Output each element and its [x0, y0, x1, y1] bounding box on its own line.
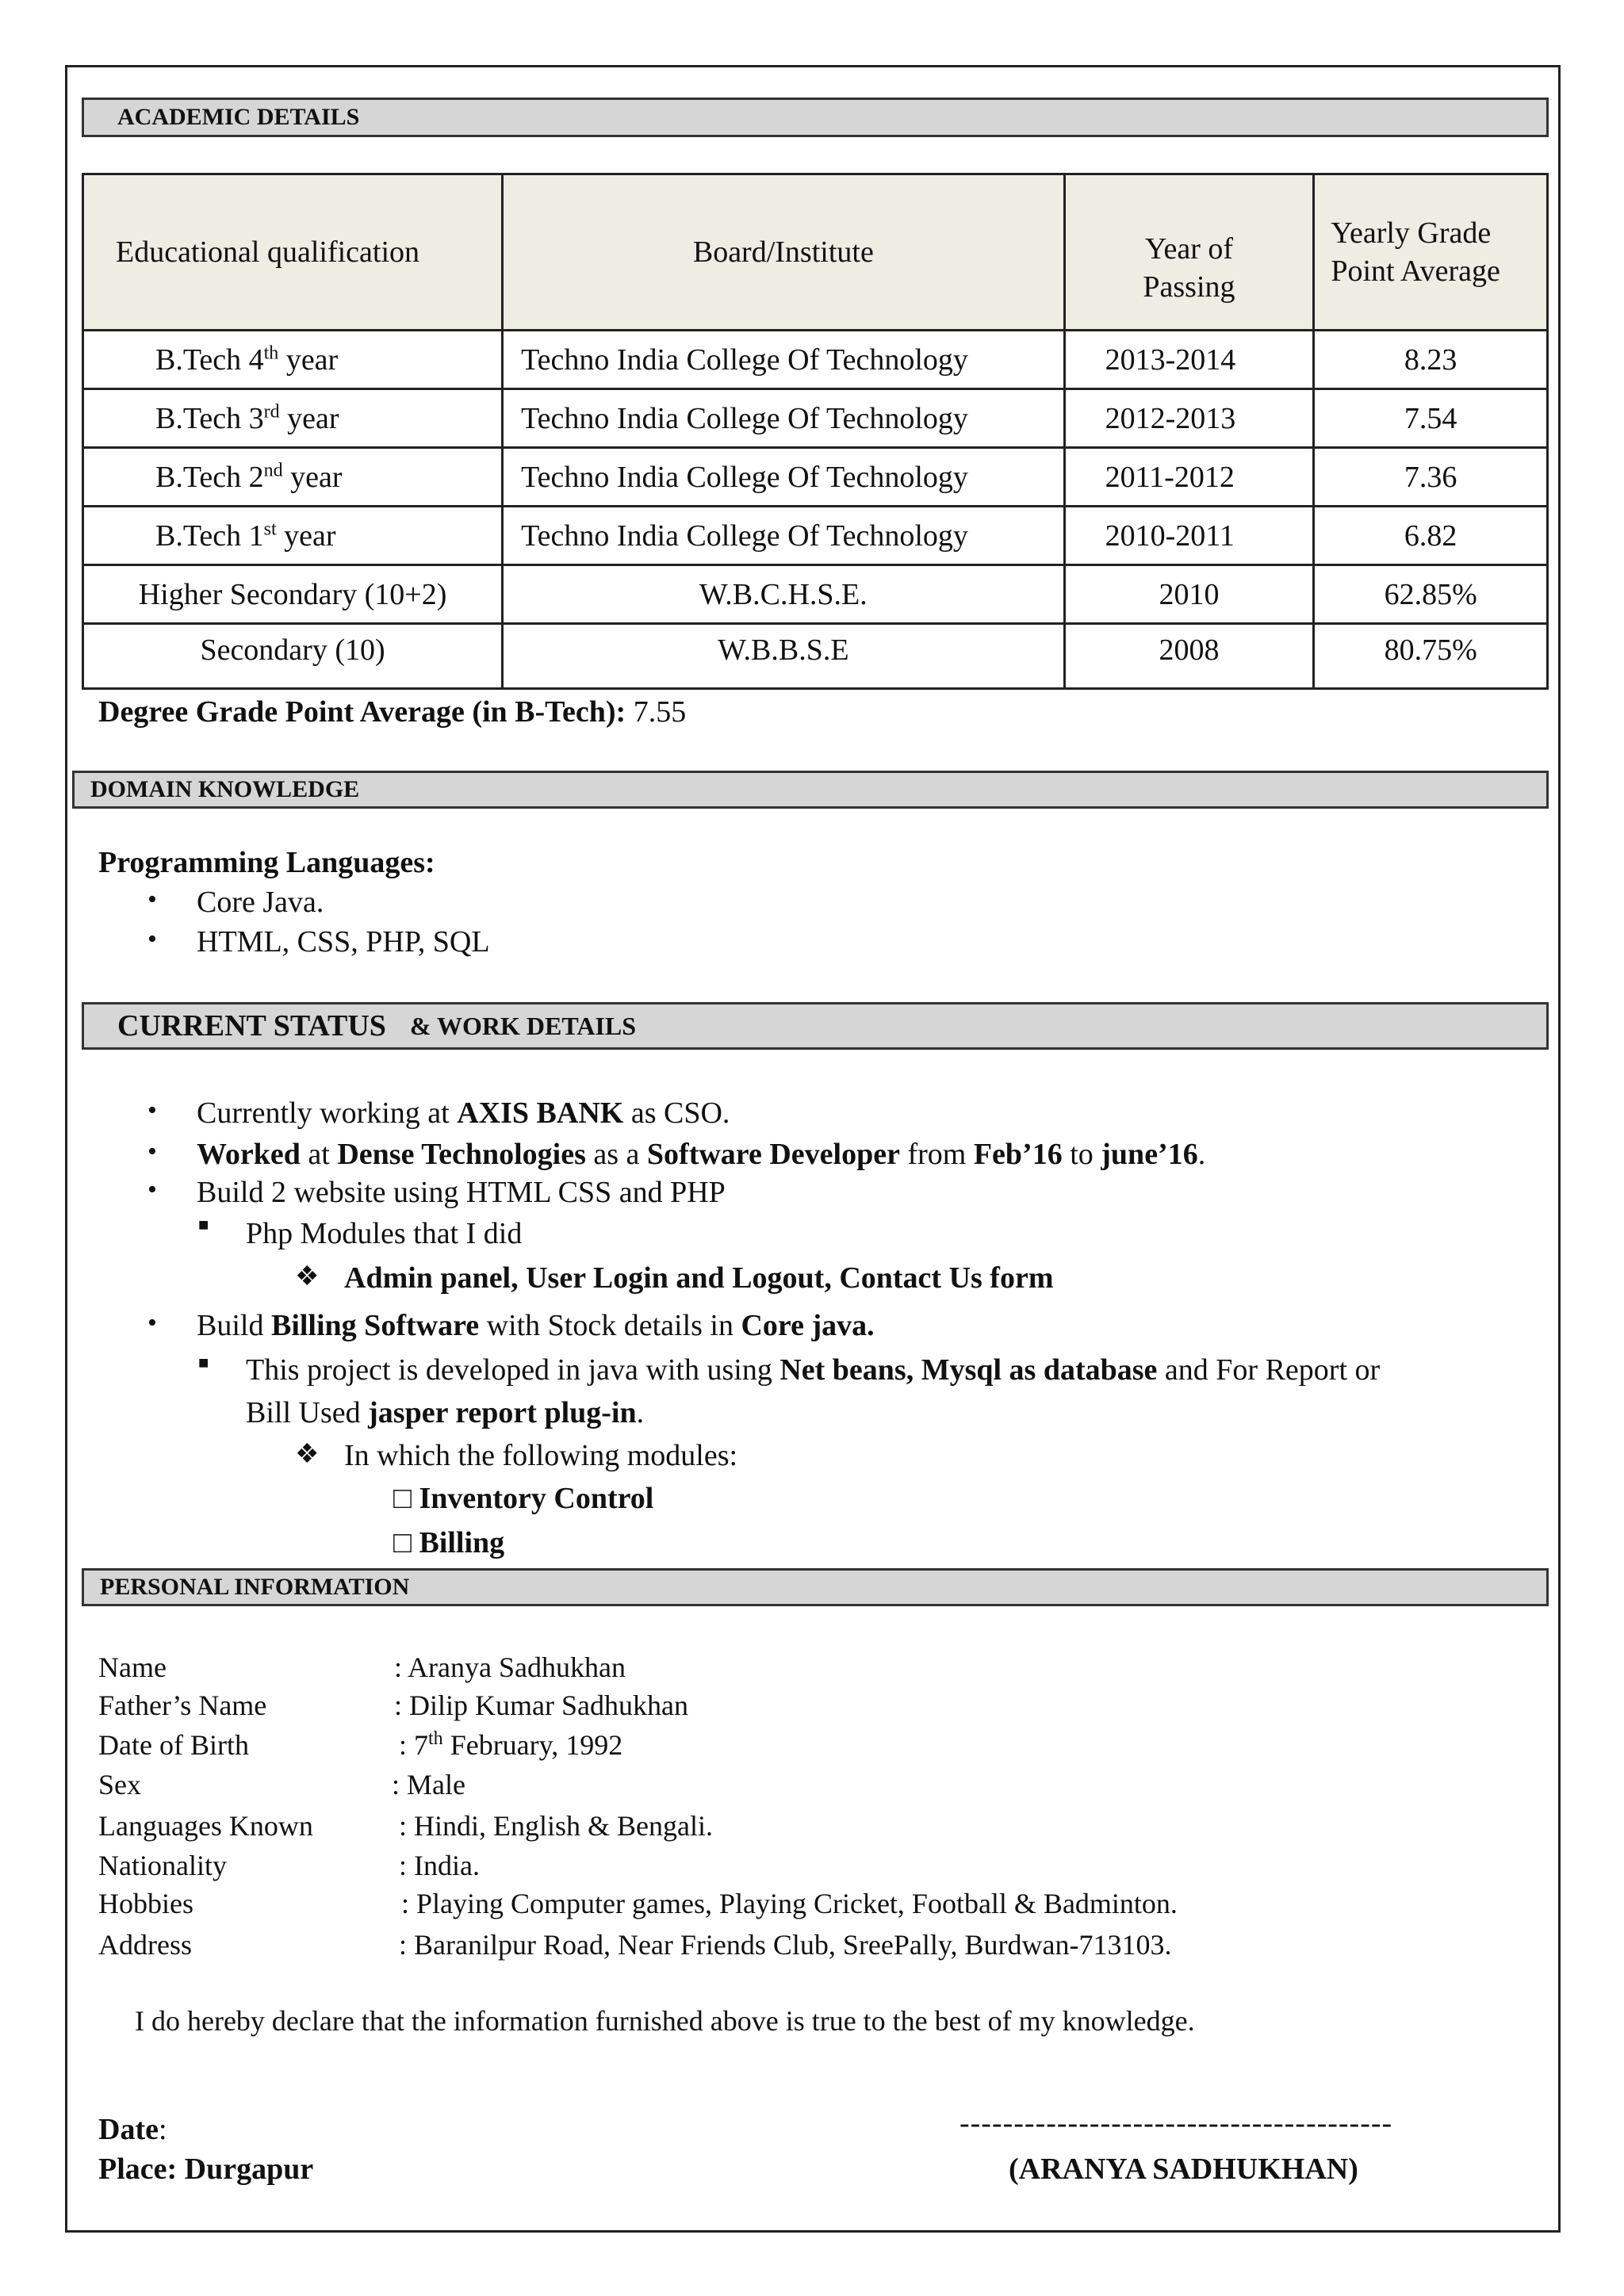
table-row [83, 331, 1548, 389]
table-row [83, 624, 1548, 689]
personal-header [82, 1568, 1549, 1606]
cell-qualification: B.Tech 1st year [83, 507, 503, 565]
sex-label: Sex [98, 1769, 141, 1800]
work-line-6: Build Billing Software with Stock details in Core java. [197, 1309, 875, 1342]
academic-header-text: ACADEMIC DETAILS [117, 104, 360, 130]
work-line-9: In which the following modules: [344, 1439, 738, 1472]
place-label: Place: [98, 2152, 178, 2186]
diamond-bullet-icon: ❖ [295, 1440, 320, 1469]
cell-qualification: B.Tech 3rd year [83, 389, 503, 448]
work-line-8: Bill Used jasper report plug-in. [246, 1396, 645, 1429]
sex-value: : Male [392, 1769, 465, 1800]
cell-board: Techno India College Of Technology [503, 331, 1065, 389]
academic-table [82, 173, 1549, 690]
bullet-icon: • [147, 1308, 157, 1337]
square-bullet-icon: ■ [198, 1353, 209, 1372]
degree-gpa-value: 7.55 [633, 695, 687, 729]
place-value: Durgapur [184, 2152, 314, 2186]
work-line-5: Admin panel, User Login and Logout, Contact Us form [344, 1261, 1054, 1295]
hobbies-value: : Playing Computer games, Playing Cricket, Football & Badminton. [401, 1888, 1178, 1919]
table-row [83, 565, 1548, 624]
work-line-4: Php Modules that I did [246, 1217, 523, 1250]
col-board: Board/Institute [503, 174, 1065, 331]
signature-name: (ARANYA SADHUKHAN) [1009, 2152, 1358, 2186]
cell-gpa: 6.82 [1314, 507, 1548, 565]
work-line-3: Build 2 website using HTML CSS and PHP [197, 1176, 726, 1209]
module-item-inventory: □ Inventory Control [393, 1482, 654, 1515]
bullet-icon: • [147, 924, 157, 954]
dob-value: : 7th February, 1992 [399, 1728, 623, 1761]
programming-languages-label: Programming Languages: [98, 846, 435, 879]
bullet-icon: • [147, 1175, 157, 1204]
box-icon: □ [393, 1482, 412, 1515]
bullet-icon: • [147, 1096, 157, 1125]
cell-gpa: 62.85% [1314, 565, 1548, 624]
work-line-1: Currently working at AXIS BANK as CSO. [197, 1096, 730, 1130]
nationality-value: : India. [399, 1850, 480, 1881]
cell-qualification: B.Tech 2nd year [83, 448, 503, 507]
work-details-title: & WORK DETAILS [409, 1011, 637, 1040]
hobbies-label: Hobbies [98, 1888, 193, 1919]
nationality-label: Nationality [98, 1850, 227, 1881]
dob-label: Date of Birth [98, 1729, 249, 1761]
diamond-bullet-icon: ❖ [295, 1262, 320, 1292]
domain-header-text: DOMAIN KNOWLEDGE [90, 776, 360, 802]
current-status-header [82, 1002, 1549, 1050]
skill-item: Core Java. [197, 886, 324, 919]
cell-gpa: 8.23 [1314, 331, 1548, 389]
cell-year: 2010-2011 [1064, 507, 1314, 565]
father-name-value: : Dilip Kumar Sadhukhan [394, 1689, 688, 1721]
cell-year: 2010 [1064, 565, 1314, 624]
academic-header [82, 98, 1549, 137]
cell-year: 2011-2012 [1064, 448, 1314, 507]
personal-header-text: PERSONAL INFORMATION [100, 1574, 410, 1600]
square-bullet-icon: ■ [198, 1215, 209, 1234]
cell-board: Techno India College Of Technology [503, 507, 1065, 565]
table-header-row [83, 174, 1548, 331]
col-year: Year of Passing [1064, 174, 1314, 331]
name-label: Name [98, 1651, 167, 1683]
languages-label: Languages Known [98, 1810, 313, 1842]
degree-gpa [98, 695, 686, 729]
skill-item: HTML, CSS, PHP, SQL [197, 925, 490, 959]
date-line: Date: [98, 2113, 167, 2146]
cell-gpa: 7.36 [1314, 448, 1548, 507]
address-label: Address [98, 1929, 192, 1961]
place-line [98, 2152, 313, 2187]
cell-qualification: B.Tech 4th year [83, 331, 503, 389]
cell-qualification: Secondary (10) [83, 624, 503, 689]
work-line-2: Worked at Dense Technologies as a Software Developer from Feb’16 to june’16. [197, 1138, 1206, 1171]
date-label: Date [98, 2113, 159, 2146]
table-row [83, 448, 1548, 507]
module-item-billing: □ Billing [393, 1526, 505, 1559]
cell-gpa: 80.75% [1314, 624, 1548, 689]
father-name-label: Father’s Name [98, 1689, 267, 1721]
cell-year: 2008 [1064, 624, 1314, 689]
col-gpa: Yearly Grade Point Average [1314, 174, 1548, 331]
cell-board: W.B.C.H.S.E. [503, 565, 1065, 624]
bullet-icon: • [147, 885, 157, 914]
degree-gpa-label: Degree Grade Point Average (in B-Tech): [98, 695, 626, 729]
name-value: : Aranya Sadhukhan [394, 1651, 626, 1683]
work-line-7: This project is developed in java with using Net beans, Mysql as database and For Report or [246, 1353, 1381, 1387]
table-row [83, 389, 1548, 448]
col-qualification: Educational qualification [83, 174, 503, 331]
cell-year: 2013-2014 [1064, 331, 1314, 389]
address-value: : Baranilpur Road, Near Friends Club, SreePally, Burdwan-713103. [399, 1929, 1172, 1961]
cell-year: 2012-2013 [1064, 389, 1314, 448]
cell-qualification: Higher Secondary (10+2) [83, 565, 503, 624]
languages-value: : Hindi, English & Bengali. [399, 1810, 713, 1842]
current-status-title: CURRENT STATUS [117, 1009, 386, 1043]
bullet-icon: • [147, 1137, 157, 1166]
domain-header [72, 771, 1549, 809]
cell-board: W.B.B.S.E [503, 624, 1065, 689]
cell-board: Techno India College Of Technology [503, 389, 1065, 448]
box-icon: □ [393, 1526, 412, 1559]
declaration: I do hereby declare that the information furnished above is true to the best of my knowledge. [135, 2005, 1195, 2037]
cell-board: Techno India College Of Technology [503, 448, 1065, 507]
cell-gpa: 7.54 [1314, 389, 1548, 448]
signature-line: ---------------------------------------- [959, 2107, 1393, 2140]
table-row [83, 507, 1548, 565]
